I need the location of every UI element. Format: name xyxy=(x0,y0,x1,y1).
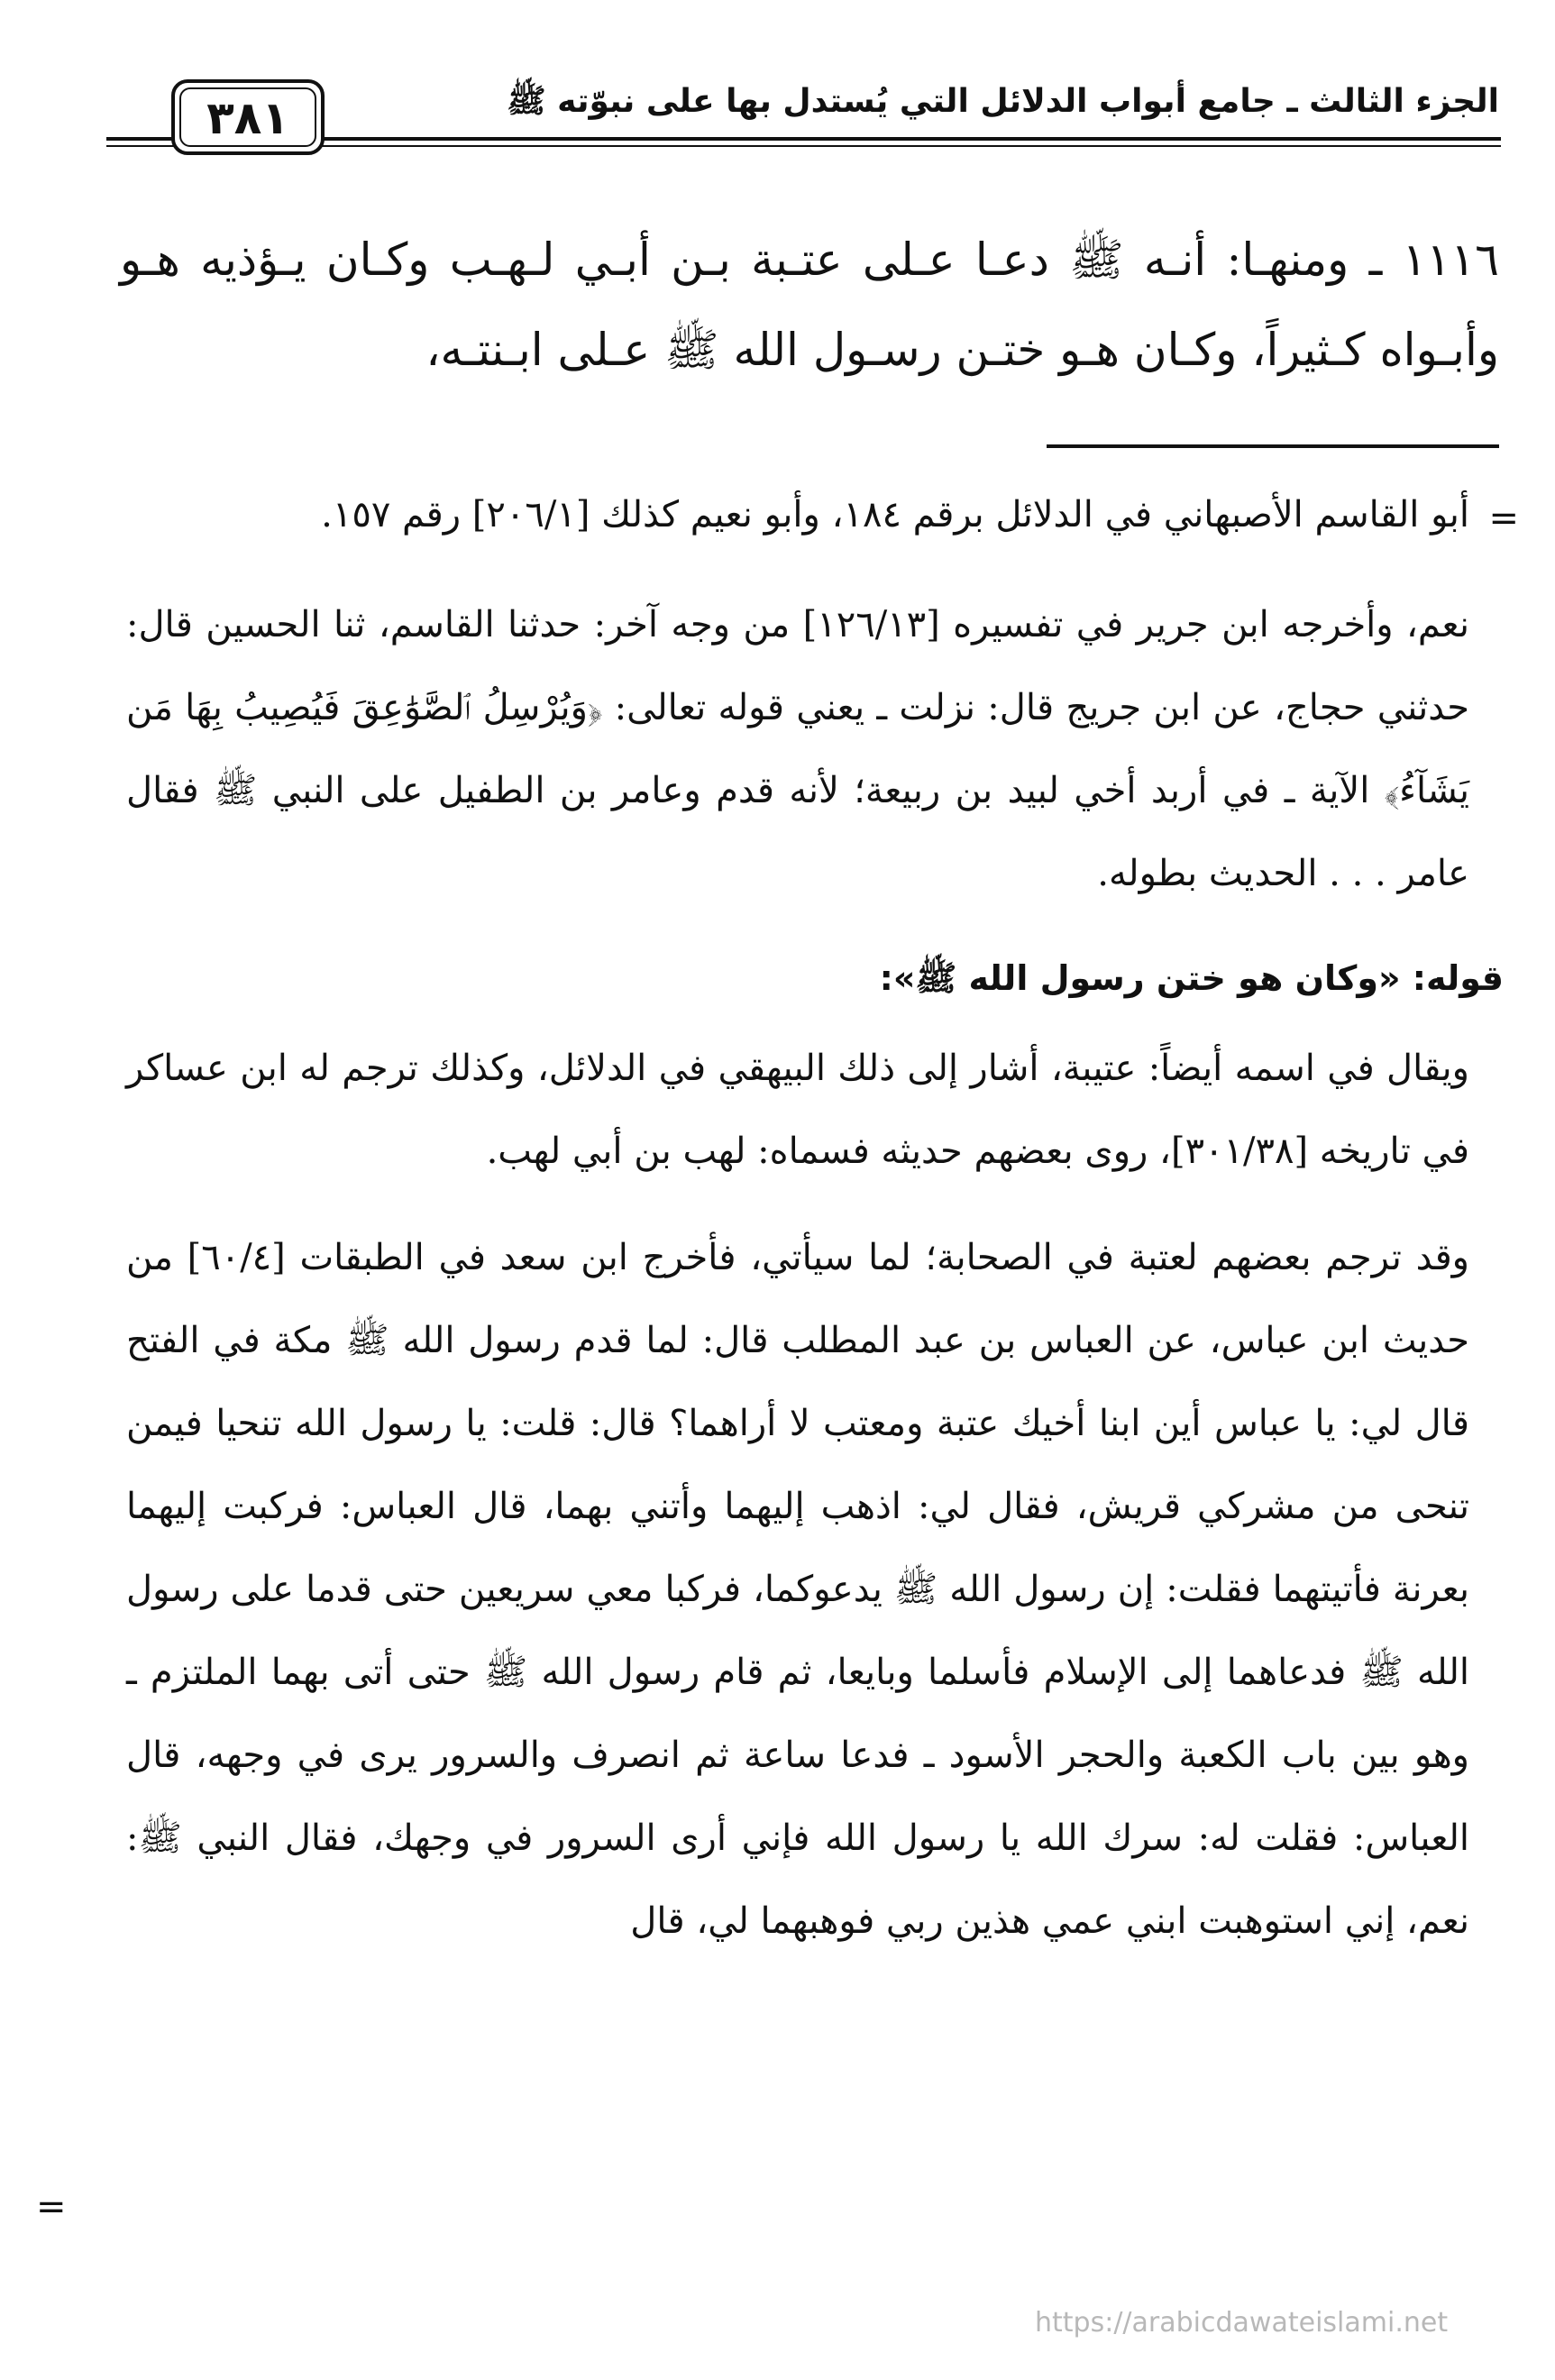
main-hadith-text: ١١١٦ ـ ومنهـا: أنـه ﷺ دعـا عـلى عتـبة بـن أبـي لـهـب وكـان يـؤذيه هـو وأبـواه كـثيراً، وكـان هـو ختـن رسـول الله ﷺ عـلى ابـنتـه، xyxy=(120,233,1499,376)
footnote-paragraph-1: نعم، وأخرجه ابن جرير في تفسيره [١٢٦/١٣] من وجه آخر: حدثنا القاسم، ثنا الحسين قال: حدثني حجاج، عن ابن جريج قال: نزلت ـ يعني قوله تعالى: ﴿وَيُرْسِلُ ٱلصَّوَٰعِقَ فَيُصِيبُ بِهَا مَن يَشَآءُ﴾ الآية ـ في أربد أخي لبيد بن ربيعة؛ لأنه قدم وعامر بن الطفيل على النبي ﷺ فقال عامر . . . الحديث بطوله. xyxy=(126,604,1469,894)
running-header-title: الجزء الثالث ـ جامع أبواب الدلائل التي يُستدل بها على نبوّته ﷺ xyxy=(507,83,1499,120)
footnote-continued-text: أبو القاسم الأصبهاني في الدلائل برقم ١٨٤، وأبو نعيم كذلك [٢٠٦/١] رقم ١٥٧. xyxy=(321,494,1469,536)
footnote-continuation-mark-top: = xyxy=(1488,498,1519,539)
page-number-frame xyxy=(171,79,325,155)
footnote-heading: قوله: «وكان هو ختن رسول الله ﷺ»: xyxy=(879,958,1504,998)
footnote-paragraph-3: وقد ترجم بعضهم لعتبة في الصحابة؛ لما سيأتي، فأخرج ابن سعد في الطبقات [٦٠/٤] من حديث ابن عباس، عن العباس بن عبد المطلب قال: لما قدم رسول الله ﷺ مكة في الفتح قال لي: يا عباس أين ابنا أخيك عتبة ومعتب لا أراهما؟ قال: قلت: يا رسول الله تنحيا فيمن تنحى من مشركي قريش، فقال لي: اذهب إليهما وأتني بهما، قال العباس: فركبت إليهما بعرنة فأتيتهما فقلت: إن رسول الله ﷺ يدعوكما، فركبا معي سريعين حتى قدما على رسول الله ﷺ فدعاهما إلى الإسلام فأسلما وبايعا، ثم قام رسول الله ﷺ حتى أتى بهما الملتزم ـ وهو بين باب الكعبة والحجر الأسود ـ فدعا ساعة ثم انصرف والسرور يرى في وجهه، قال العباس: فقلت له: سرك الله يا رسول الله فإني أرى السرور في وجهك، فقال النبي ﷺ: نعم، إني استوهبت ابني عمي هذين ربي فوهبهما لي، قال xyxy=(126,1237,1470,1942)
footnotes-section xyxy=(126,473,1504,1986)
footnote-continuation-mark-bottom: = xyxy=(36,2186,67,2228)
page-number: ٣٨١ xyxy=(179,87,316,147)
footnote-paragraph-2: ويقال في اسمه أيضاً: عتيبة، أشار إلى ذلك البيهقي في الدلائل، وكذلك ترجم له ابن عساكر في تاريخه [٣٠١/٣٨]، روى بعضهم حديثه فسماه: لهب بن أبي لهب. xyxy=(126,1048,1469,1172)
watermark-url: https://arabicdawateislami.net xyxy=(1035,2307,1449,2339)
footnote-separator xyxy=(1047,444,1499,448)
